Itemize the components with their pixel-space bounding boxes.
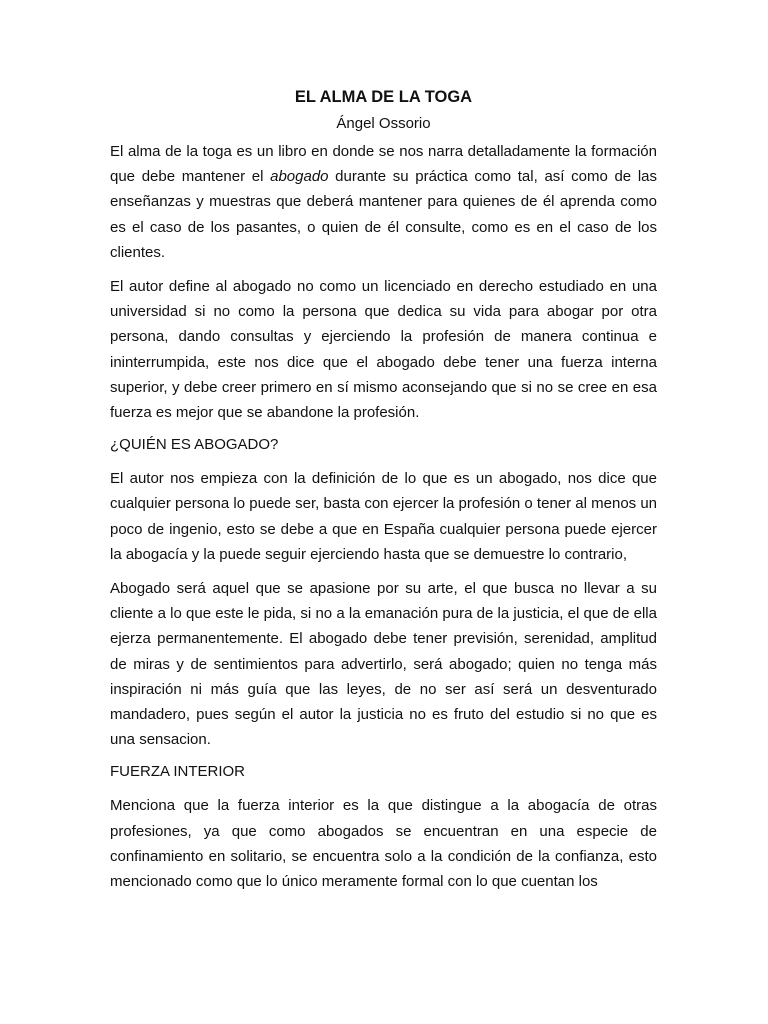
section-heading-fuerza-interior: FUERZA INTERIOR: [110, 763, 246, 781]
paragraph-intro-text-b: durante su práctica como tal, así como de las enseñanzas y muestras que deberá mantener para quienes de él aprenda como es el caso de los pasantes, o quien de él consulte, como es en el caso de los clientes.: [110, 168, 657, 261]
paragraph-definition: El autor define al abogado no como un licenciado en derecho estudiado en una universidad si no como la persona que dedica su vida para abogar por otra persona, dando consultas y ejerciendo la profesión de manera continua e ininterrumpida, este nos dice que el abogado debe tener una fuerza interna superior, y debe creer primero en sí mismo aconsejando que si no se cree en esa fuerza es mejor que se abandone la profesión.: [110, 278, 657, 422]
paragraph-intro: [110, 139, 657, 265]
document-title: EL ALMA DE LA TOGA: [294, 88, 473, 106]
paragraph-lawyer-traits: Abogado será aquel que se apasione por su arte, el que busca no llevar a su cliente a lo que este le pida, si no a la emanación pura de la justicia, el que de ella ejerza permanentemente. El abogado debe tener previsión, serenidad, amplitud de miras y de sentimientos para advertirlo, será abogado; quien no tenga más inspiración ni más guía que las leyes, de no ser así será un desventurado mandadero, pues según el autor la justicia no es fruto del estudio si no que es una sensacion.: [110, 580, 657, 749]
paragraph-intro-emphasis: abogado: [270, 168, 329, 186]
paragraph-intro-text-a: El alma de la toga es un libro en donde se nos narra detalladamente la formación que debe mantener el: [110, 143, 657, 186]
paragraph-who: El autor nos empieza con la definición de lo que es un abogado, nos dice que cualquier persona lo puede ser, basta con ejercer la profesión o tener al menos un poco de ingenio, esto se debe a que en España cualquier persona puede ejercer la abogacía y la puede seguir ejerciendo hasta que se demuestre lo contrario,: [110, 470, 658, 563]
document-page: [110, 86, 657, 903]
paragraph-inner-strength: Menciona que la fuerza interior es la que distingue a la abogacía de otras profesiones, ya que como abogados se encuentran en una especie de confinamiento en solitario, se encuentra solo a la condición de la confianza, esto mencionado como que lo único meramente formal con lo que cuentan los: [110, 797, 657, 891]
section-heading-quien-es-abogado: ¿QUIÉN ES ABOGADO?: [110, 436, 279, 454]
document-author: Ángel Ossorio: [336, 115, 431, 132]
